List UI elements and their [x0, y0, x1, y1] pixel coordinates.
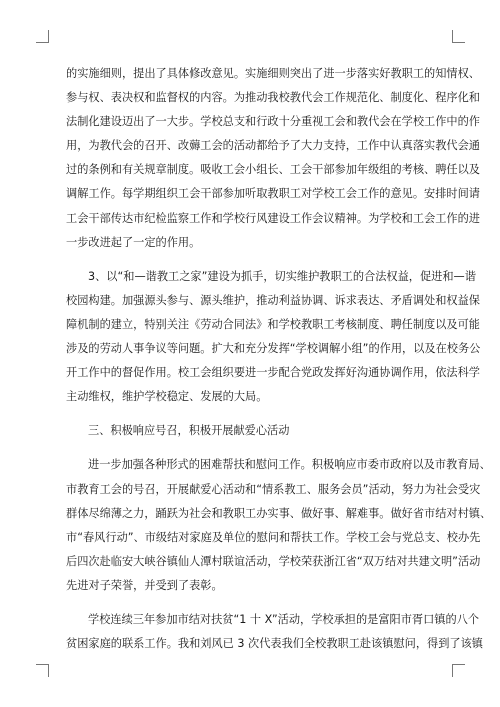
crop-mark-top-right	[452, 30, 465, 43]
text-line: 进一步加强各种形式的困难帮扶和慰问工作。积极响应市委市政府以及市教育局、	[88, 458, 491, 472]
document-body	[66, 62, 492, 656]
text-line: 群体尽绵薄之力，踊跃为社会和教职工办实事、做好事、解难事。做好省市结对村镇、	[66, 506, 492, 520]
text-line: 涉及的劳动人事争议等问题。扩大和充分发挥“学校调解小组”的作用，以及在校务公	[66, 342, 481, 356]
section-heading: 三、积极响应号召，积极开展献爱心活动	[88, 424, 290, 438]
text-line: 3、以“和—谐教工之家”建设为抓手，切实维护教职工的合法权益，促进和—谐	[88, 269, 476, 283]
text-line: 主动维权，维护学校稳定、发展的大局。	[66, 390, 268, 404]
text-line: 一步改进起了一定的作用。	[66, 235, 201, 249]
crop-mark-bottom-left	[36, 664, 49, 677]
crop-mark-bottom-right	[452, 664, 465, 677]
text-line: 法制化建设迈出了一大步。学校总支和行政十分重视工会和教代会在学校工作中的作	[66, 115, 480, 129]
text-line: 过的条例和有关规章制度。吸收工会小组长、工会干部参加年级组的考核、聘任以及	[66, 163, 480, 177]
text-line: 调解工作。每学期组织工会干部参加听取教职工对学校工会工作的意见。安排时间请	[66, 187, 480, 201]
text-line: 的实施细则，提出了具体修改意见。实施细则突出了进一步落实好教职工的知情权、	[66, 67, 480, 80]
paragraph-1	[66, 62, 480, 255]
text-line: 障机制的建立，特别关注《劳动合同法》和学校教职工考核制度、聘任制度以及可能	[66, 317, 480, 331]
text-line: 先进对子荣誉，并受到了表彰。	[66, 578, 223, 592]
text-line: 市教育工会的号召，开展献爱心活动和“情系教工、服务会员”活动，努力为社会受灾	[66, 482, 481, 496]
text-line: 后四次赴临安大峡谷镇仙人潭村联谊活动，学校荣获浙江省“双万结对共建文明”活动	[66, 554, 481, 568]
text-line: 市“春风行动”、市级结对家庭及单位的慰问和帮扶工作。学校工会与党总支、校办先	[66, 530, 481, 544]
text-line: 用，为教代会的召开、改薅工会的活动都给予了大力支持，工作中认真落实教代会通	[66, 139, 480, 153]
text-line: 校园构建。加强源头参与、源头维护，推动利益协调、诉求表达、矛盾调处和权益保	[66, 293, 480, 307]
paragraph-4	[66, 608, 483, 656]
text-line: 学校连续三年参加市结对扶贫“1 十 X”活动，学校承担的是富阳市胥口镇的八个	[88, 612, 480, 626]
text-line: 参与权、表决权和监督权的内容。为推动我校教代会工作规范化、制度化、程序化和	[66, 91, 480, 105]
paragraph-3	[66, 453, 492, 598]
text-line: 工会干部传达市纪检监察工作和学校行风建设工作会议精神。为学校和工会工作的进	[66, 211, 480, 225]
text-line: 开工作中的督促作用。校工会组织要进一步配合党政发挥好沟通协调作用，依法科学	[66, 366, 480, 380]
paragraph-2	[66, 265, 481, 410]
text-line: 贫困家庭的联系工作。我和刘风已 3 次代表我们全校教职工赴该镇慰问，得到了该镇	[66, 637, 483, 651]
crop-mark-top-left	[36, 30, 49, 43]
